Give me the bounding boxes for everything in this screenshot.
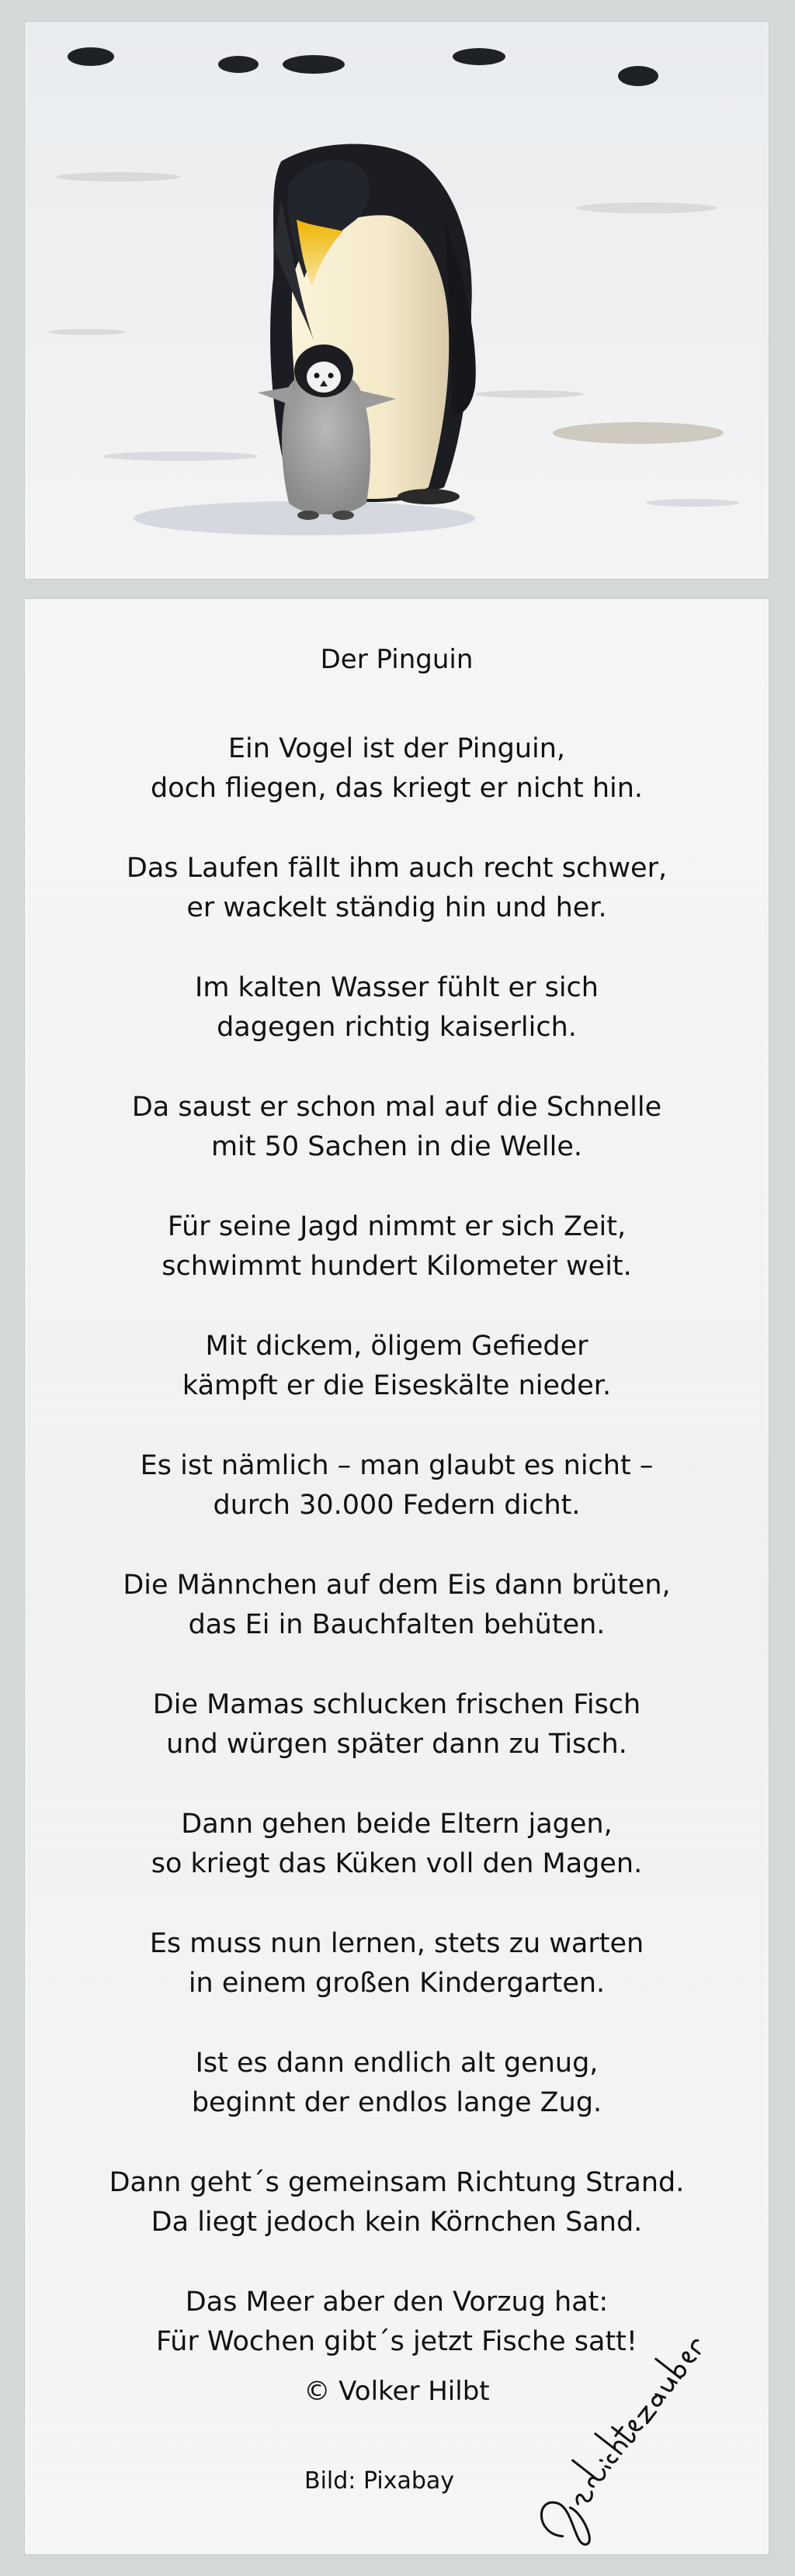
penguin-photo <box>25 22 769 579</box>
poem-line: schwimmt hundert Kilometer weit. <box>161 1251 632 1282</box>
copyright-notice: © Volker Hilbt <box>304 2376 490 2407</box>
stanza <box>25 968 769 1047</box>
poem-stanzas <box>25 729 769 2402</box>
poem-card <box>25 599 769 2554</box>
stanza <box>25 849 769 928</box>
poem-line: Die Männchen auf dem Eis dann brüten, <box>123 1570 671 1601</box>
stanza <box>25 1327 769 1406</box>
poem-line: Die Mamas schlucken frischen Fisch <box>152 1689 641 1720</box>
poem-line: Es muss nun lernen, stets zu warten <box>149 1928 644 1959</box>
poem-line: Es ist nämlich – man glaubt es nicht – <box>140 1450 654 1481</box>
stanza <box>25 2044 769 2123</box>
poem-line: Das Laufen fällt ihm auch recht schwer, <box>126 853 668 884</box>
poem-title: Der Pinguin <box>320 644 474 675</box>
poem-line: Das Meer aber den Vorzug hat: <box>185 2287 609 2318</box>
poem-line: er wackelt ständig hin und her. <box>186 892 607 923</box>
poem-line: Für seine Jagd nimmt er sich Zeit, <box>167 1211 627 1242</box>
poem-line: Da saust er schon mal auf die Schnelle <box>131 1092 662 1123</box>
stanza <box>25 1685 769 1764</box>
poem-line: dagegen richtig kaiserlich. <box>217 1012 577 1043</box>
poem-line: Dann gehen beide Eltern jagen, <box>181 1809 613 1840</box>
poem-line: und würgen später dann zu Tisch. <box>166 1729 627 1760</box>
poem-line: beginnt der endlos lange Zug. <box>191 2087 602 2118</box>
poem-line: mit 50 Sachen in die Welle. <box>210 1131 583 1162</box>
stanza <box>25 2163 769 2242</box>
poem-line: durch 30.000 Federn dicht. <box>213 1490 581 1521</box>
poem-line: Für Wochen gibt´s jetzt Fische satt! <box>156 2326 637 2357</box>
poem-line: das Ei in Bauchfalten behüten. <box>188 1609 606 1640</box>
poem-line: Da liegt jedoch kein Körnchen Sand. <box>151 2207 643 2238</box>
poem-line: in einem großen Kindergarten. <box>188 1968 606 1999</box>
stanza <box>25 1088 769 1167</box>
poem-line: Im kalten Wasser fühlt er sich <box>195 972 599 1003</box>
poem-line: Dann geht´s gemeinsam Richtung Strand. <box>109 2167 685 2198</box>
stanza <box>25 1207 769 1286</box>
penguin-illustration <box>25 22 769 579</box>
stanza <box>25 1805 769 1884</box>
stanza <box>25 729 769 808</box>
stanza <box>25 1566 769 1645</box>
signature-logo <box>518 2329 766 2531</box>
image-credit: Bild: Pixabay <box>304 2467 455 2495</box>
stanza <box>25 1446 769 1525</box>
poem-line: kämpft er die Eiseskälte nieder. <box>182 1370 612 1401</box>
stanza <box>25 1924 769 2003</box>
poem-line: Ein Vogel ist der Pinguin, <box>227 733 566 764</box>
poem-line: Ist es dann endlich alt genug, <box>195 2048 599 2079</box>
poem-line: so kriegt das Küken voll den Magen. <box>151 1848 643 1879</box>
poem-line: doch fliegen, das kriegt er nicht hin. <box>150 773 644 804</box>
poem-line: Mit dickem, öligem Gefieder <box>205 1331 588 1362</box>
